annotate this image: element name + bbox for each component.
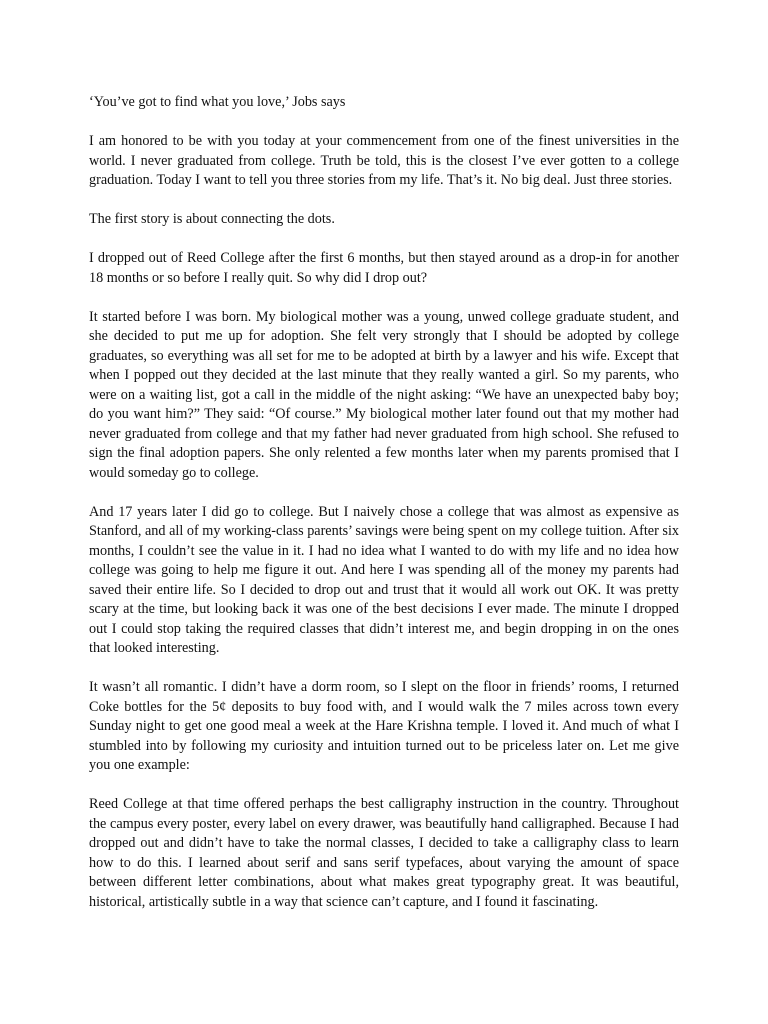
paragraph-adoption: It started before I was born. My biological mother was a young, unwed college graduate student, and she decided to put me up for adoption. She felt very strongly that I should be adopted by college graduates, so everything was all set for me to be adopted at birth by a lawyer and his wife. Except that when I popped out they decided at the last minute that they really wanted a girl. So my parents, who were on a waiting list, got a call in the middle of the night asking: “We have an unexpected baby boy; do you want him?” They said: “Of course.” My biological mother later found out that my mother had never graduated from college and that my father had never graduated from high school. She refused to sign the final adoption papers. She only relented a few months later when my parents promised that I would someday go to college. <box>89 308 679 481</box>
paragraph-first-story: The first story is about connecting the dots. <box>89 211 335 227</box>
paragraph-dropped-out: I dropped out of Reed College after the first 6 months, but then stayed around as a drop-in for another 18 months or so before I really quit. So why did I drop out? <box>89 250 679 286</box>
document-title: ‘You’ve got to find what you love,’ Jobs says <box>89 94 346 110</box>
document-page <box>89 93 679 932</box>
paragraph-calligraphy: Reed College at that time offered perhaps the best calligraphy instruction in the country. Throughout the campus every poster, every label on every drawer, was beautifully hand calligraphed. Because I had dropped out and didn’t have to take the normal classes, I decided to take a calligraphy class to learn how to do this. I learned about serif and sans serif typefaces, about varying the amount of space between different letter combinations, about what makes great typography great. It was beautiful, historical, artistically subtle in a way that science can’t capture, and I found it fascinating. <box>89 796 679 910</box>
paragraph-college: And 17 years later I did go to college. But I naively chose a college that was almost as expensive as Stanford, and all of my working-class parents’ savings were being spent on my college tuition. After six months, I couldn’t see the value in it. I had no idea what I wanted to do with my life and no idea how college was going to help me figure it out. And here I was spending all of the money my parents had saved their entire life. So I decided to drop out and trust that it would all work out OK. It was pretty scary at the time, but looking back it was one of the best decisions I ever made. The minute I dropped out I could stop taking the required classes that didn’t interest me, and begin dropping in on the ones that looked interesting. <box>89 503 679 656</box>
paragraph-not-romantic: It wasn’t all romantic. I didn’t have a dorm room, so I slept on the floor in friends’ rooms, I returned Coke bottles for the 5¢ deposits to buy food with, and I would walk the 7 miles across town every Sunday night to get one good meal a week at the Hare Krishna temple. I loved it. And much of what I stumbled into by following my curiosity and intuition turned out to be priceless later on. Let me give you one example: <box>89 679 679 773</box>
paragraph-intro: I am honored to be with you today at your commencement from one of the finest universities in the world. I never graduated from college. Truth be told, this is the closest I’ve ever gotten to a college graduation. Today I want to tell you three stories from my life. That’s it. No big deal. Just three stories. <box>89 133 679 188</box>
